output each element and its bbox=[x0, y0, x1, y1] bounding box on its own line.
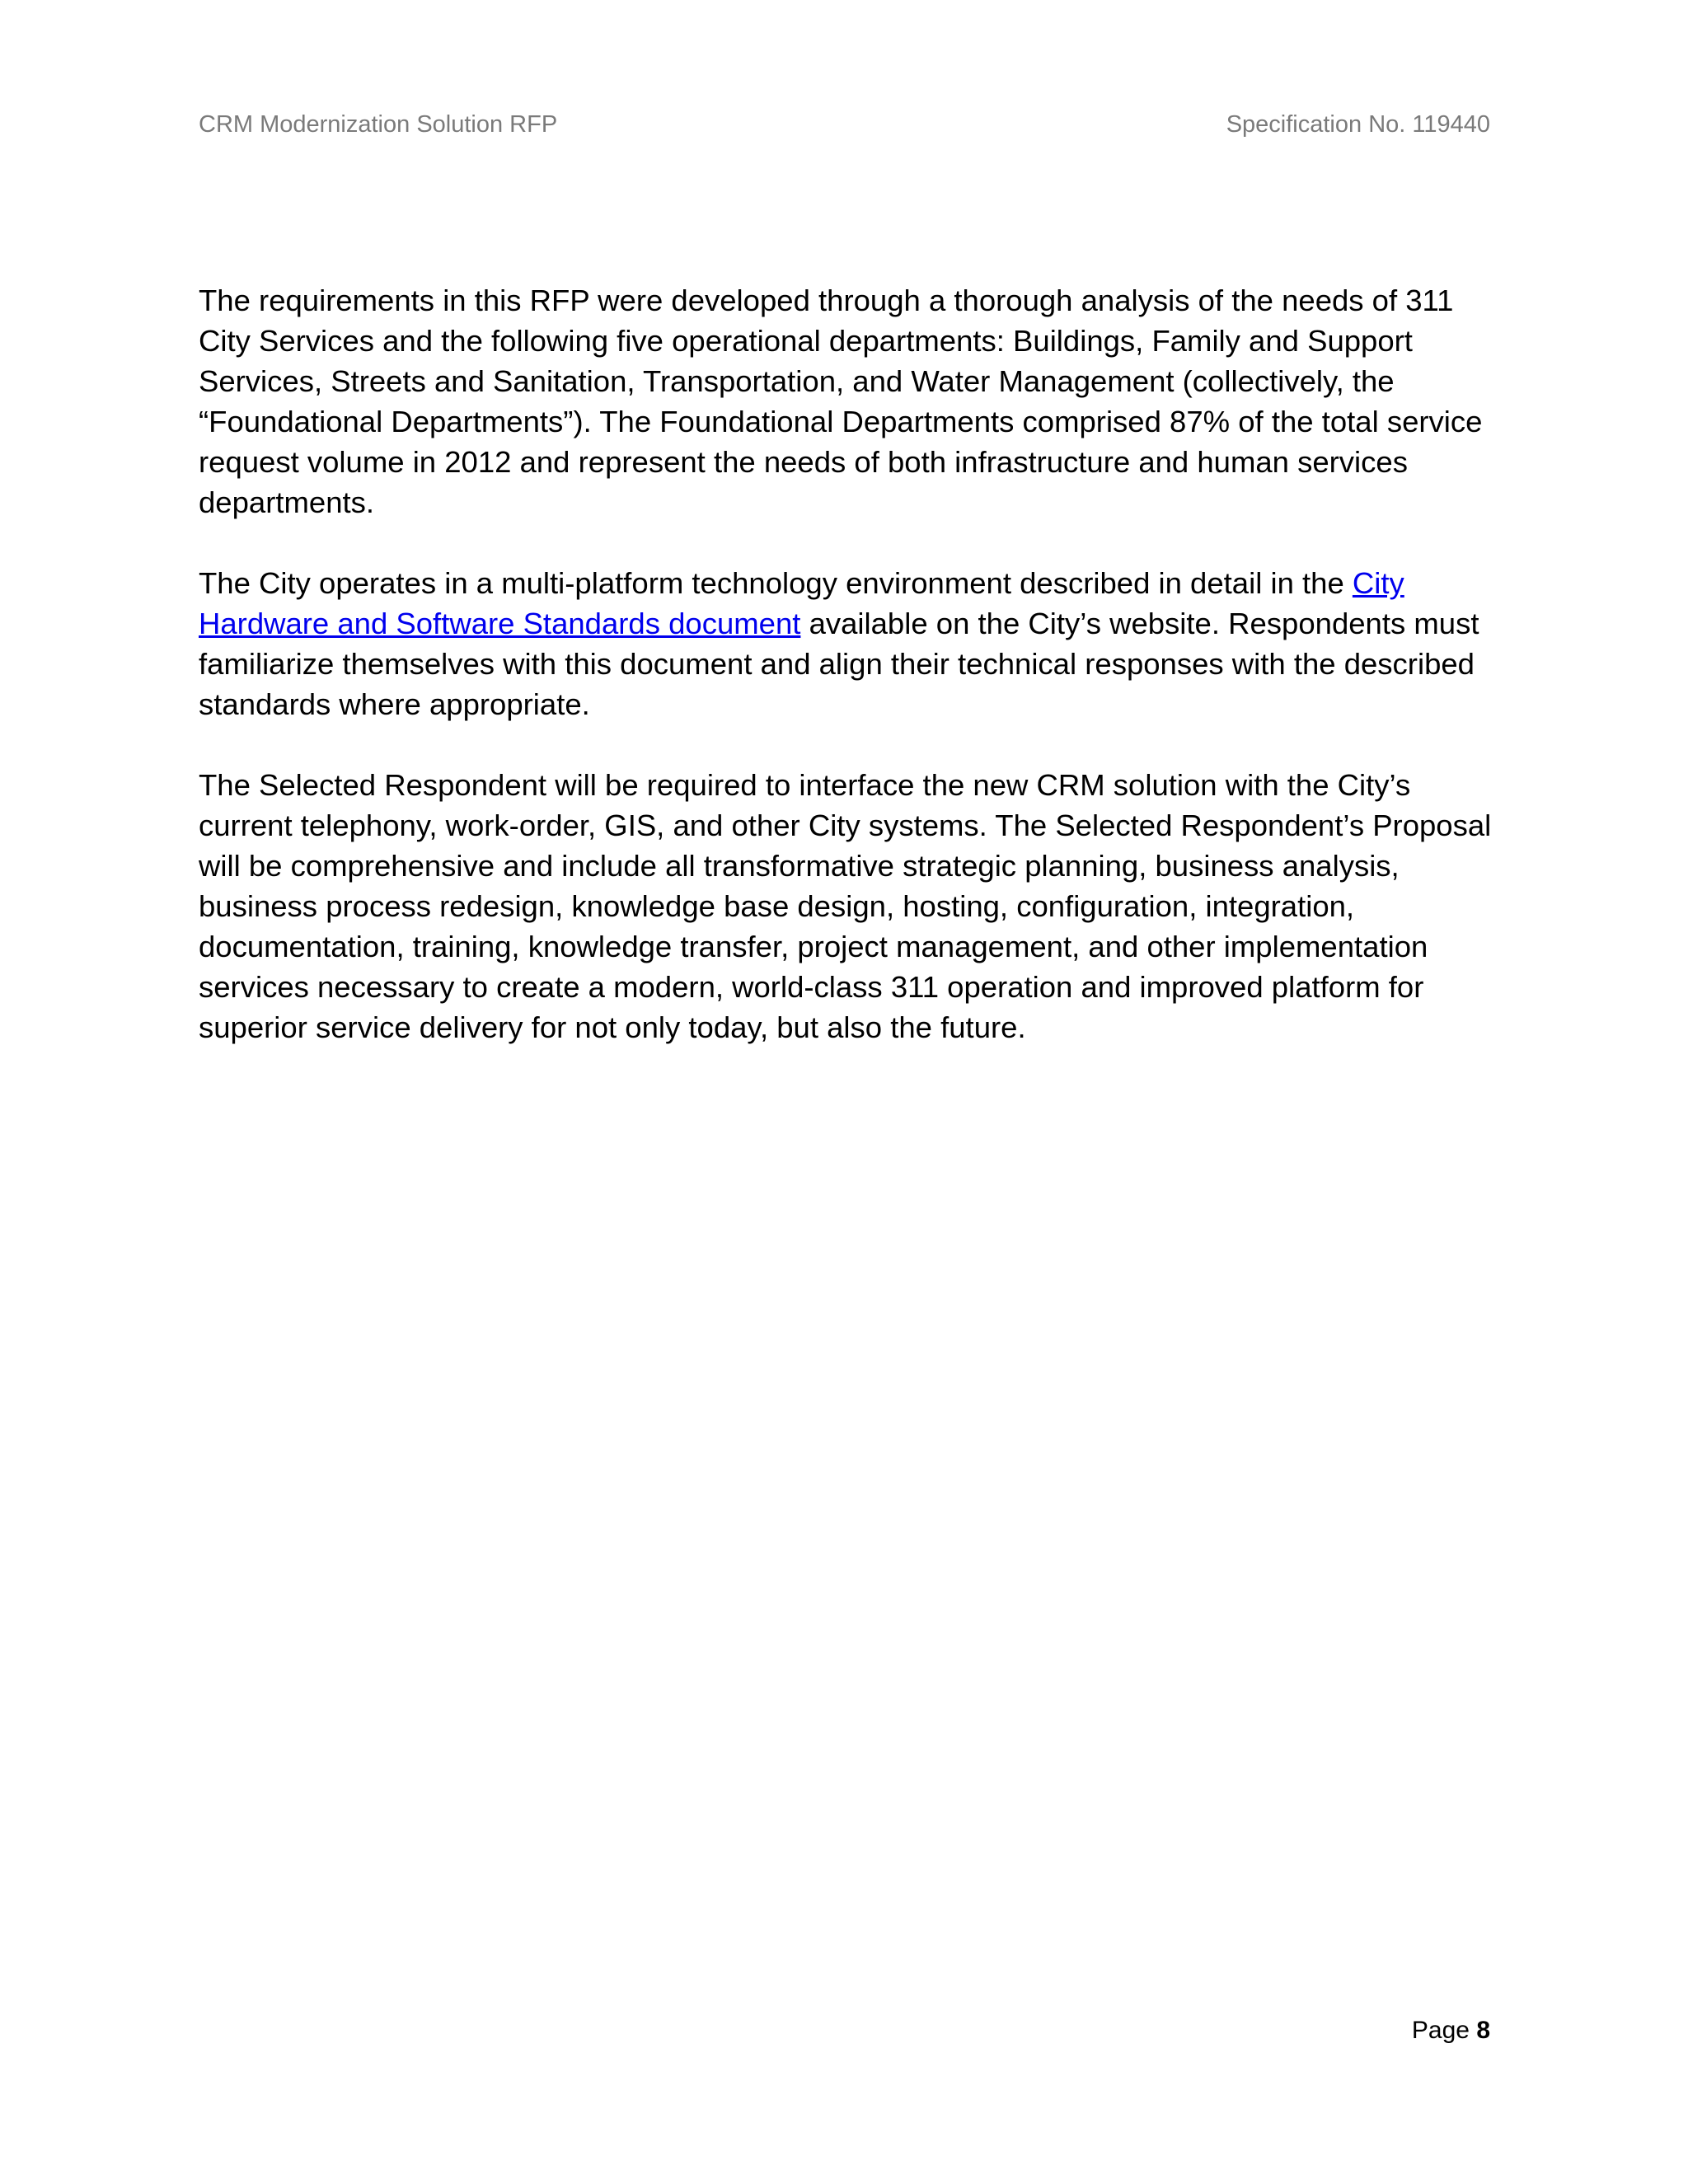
document-body bbox=[199, 280, 1493, 1088]
page-number: 8 bbox=[1476, 2017, 1490, 2044]
page-footer bbox=[1412, 2014, 1490, 2047]
paragraph-selected-respondent: The Selected Respondent will be required to interface the new CRM solution with the City’s current telephony, work-order, GIS, and other City systems. The Selected Respondent’s Proposal will be comprehensive and include all transformative strategic planning, business analysis, business process redesign, knowledge base design, hosting, configuration, integration, documentation, training, knowledge transfer, project management, and other implementation services necessary to create a modern, world-class 311 operation and improved platform for superior service delivery for not only today, but also the future. bbox=[199, 768, 1492, 1044]
document-title: CRM Modernization Solution RFP bbox=[199, 111, 558, 138]
paragraph-technology-environment bbox=[199, 563, 1493, 724]
paragraph-text-before-link: The City operates in a multi-platform technology environment described in detail in the bbox=[199, 566, 1353, 600]
paragraph-requirements: The requirements in this RFP were developed through a thorough analysis of the needs of 311 City Services and the following five operational departments: Buildings, Family and Support Services, Streets and Sanitation, Transportation, and Water Management (collectively, the “Foundational Departments”). The Foundational Departments comprised 87% of the total service request volume in 2012 and represent the needs of both infrastructure and human services departments. bbox=[199, 284, 1483, 519]
standards-document-link[interactable]: City Hardware and Software Standards document bbox=[199, 566, 1404, 640]
page-label: Page bbox=[1411, 2017, 1470, 2044]
specification-number: Specification No. 119440 bbox=[1226, 111, 1490, 138]
paragraph-text-after-link: available on the City’s website. Respondents must familiarize themselves with this document and align their technical responses with the described standards where appropriate. bbox=[199, 607, 1479, 721]
page-header bbox=[199, 108, 1490, 141]
